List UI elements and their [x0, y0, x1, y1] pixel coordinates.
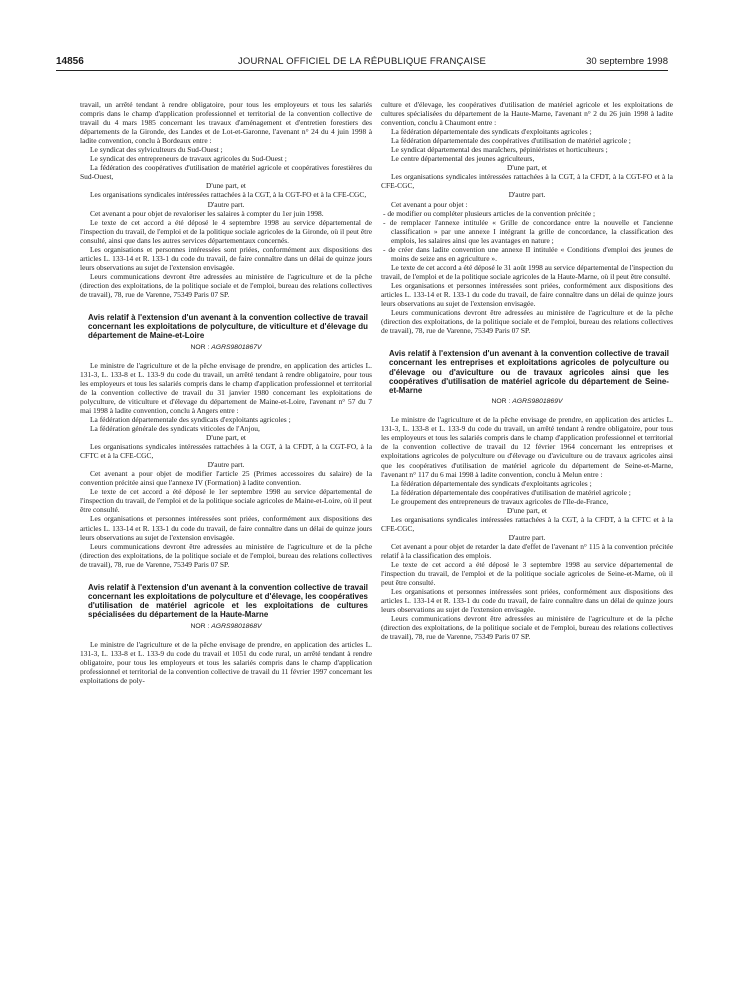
- notice-title: Avis relatif à l'extension d'un avenant à la convention collective de travail concernant les exploitations de polyculture, de viticulture et d'élevage du département de Maine-et-Loire: [88, 313, 368, 341]
- paragraph: Le ministre de l'agriculture et de la pêche envisage de prendre, en application des articles L. 131-3, L. 133-8 et L. 133-9 du code du travail et 1051 du code rural, un arrêté tendant à rendre obligatoire, pour tous les employeurs et tous les salariés compris dans le champ d'application professionnel et territorial de la convention collective de travail du 11 février 1997 concernant les exploitations de poly-: [80, 639, 372, 685]
- paragraph: La fédération départementale des syndicats d'exploitants agricoles ;: [90, 414, 291, 424]
- paragraph: La fédération générale des syndicats viticoles de l'Anjou,: [90, 424, 260, 434]
- paragraph: Le centre départemental des jeunes agriculteurs,: [391, 154, 535, 164]
- paragraph: La fédération départementale des coopératives d'utilisation de matériel agricole ;: [391, 487, 631, 497]
- paragraph: Les organisations et personnes intéressées sont priées, conformément aux dispositions des articles L. 133-14 et R. 133-1 du code du travail, de faire connaître dans un délai de quinze jours leurs observations au sujet de l'extension envisagée.: [80, 514, 372, 542]
- paragraph: La fédération départementale des syndicats d'exploitants agricoles ;: [391, 478, 592, 488]
- paragraph: travail, un arrêté tendant à rendre obligatoire, pour tous les employeurs et tous les salariés compris dans le champ d'application professionnel et territorial de la convention collective de travail du 4 mars 1985 concernant les travaux d'aménagement et d'entretien forestiers des départements de la Gironde, des Landes et de Lot-et-Garonne, l'avenant n° 24 du 4 juin 1998 à ladite convention, conclu à Bordeaux entre :: [80, 100, 372, 146]
- paragraph: D'autre part.: [508, 532, 546, 542]
- paragraph: Le texte de cet accord a été déposé le 3 septembre 1998 au service départemental de l'inspection du travail, de l'emploi et de la politique sociale agricoles de Seine-et-Marne, où il peut être consulté.: [381, 560, 673, 588]
- paragraph: Le texte de cet accord a été déposé le 4 septembre 1998 au service départemental de l'inspection du travail, de l'emploi et de la politique sociale agricoles de la Gironde, où il peut être consulté, ainsi que dans les autres services départementaux concernés.: [80, 217, 372, 245]
- paragraph: Le ministre de l'agriculture et de la pêche envisage de prendre, en application des articles L. 131-3, L. 133-8 et L. 133-9 du code du travail, un arrêté tendant à rendre obligatoire, pour tous les employeurs et tous les salariés compris dans le champ d'application professionnel et territorial de la convention collective de travail du 31 janvier 1980 concernant les exploitations de polyculture, de viticulture et d'élevage du département de Maine-et-Loire, l'avenant n° 57 du 7 mai 1998 à ladite convention, conclu à Angers entre :: [80, 360, 372, 415]
- paragraph: Les organisations syndicales intéressées rattachées à la CGT, à la CGT-FO et à la CFE-CGC,: [90, 190, 367, 200]
- paragraph: Les organisations et personnes intéressées sont priées, conformément aux dispositions des articles L. 133-14 et R. 133-1 du code du travail, de faire connaître dans un délai de quinze jours leurs observations au sujet de l'extension envisagée.: [80, 244, 372, 272]
- paragraph: Le texte de cet accord a été déposé le 1er septembre 1998 au service départemental de l'inspection du travail, de l'emploi et de la politique sociale agricoles de Maine-et-Loire, où il peut être consulté.: [80, 487, 372, 515]
- journal-title: JOURNAL OFFICIEL DE LA RÉPUBLIQUE FRANÇAISE: [237, 56, 487, 67]
- paragraph: Les organisations syndicales intéressées rattachées à la CGT, à la CFDT, à la CFTC et à la CFE-CGC,: [381, 514, 673, 533]
- page-number: 14856: [56, 56, 84, 67]
- paragraph: Leurs communications devront être adressées au ministère de l'agriculture et de la pêche (direction des exploitations, de la politique sociale et de l'emploi, bureau des relations collectives de travail), 78, rue de Varenne, 75349 Paris 07 SP.: [381, 614, 673, 642]
- paragraph: Cet avenant a pour objet de retarder la date d'effet de l'avenant n° 115 à la convention précitée relatif à la classification des emplois.: [381, 541, 673, 560]
- paragraph: - de créer dans ladite convention une annexe II intitulée « Conditions d'emploi des jeunes de moins de seize ans en agriculture ».: [383, 244, 673, 263]
- nor-label: NOR :: [491, 398, 513, 406]
- paragraph: Le syndicat départemental des maraîchers, pépiniéristes et horticulteurs ;: [391, 145, 608, 155]
- page-header: [56, 54, 668, 70]
- paragraph: Cet avenant a pour objet :: [391, 199, 468, 209]
- nor-reference: [80, 343, 372, 352]
- paragraph: Le groupement des entrepreneurs de travaux agricoles de l'Ile-de-France,: [391, 496, 609, 506]
- paragraph: Les organisations et personnes intéressées sont priées, conformément aux dispositions des articles L. 133-14 et R. 133-1 du code du travail, de faire connaître dans un délai de quinze jours leurs observations au sujet de l'extension envisagée.: [381, 587, 673, 615]
- paragraph: Cet avenant a pour objet de revaloriser les salaires à compter du 1er juin 1998.: [90, 208, 324, 218]
- paragraph: D'autre part.: [207, 199, 245, 209]
- paragraph: Le syndicat des sylviculteurs du Sud-Ouest ;: [90, 145, 223, 155]
- paragraph: D'autre part.: [207, 460, 245, 470]
- paragraph: Leurs communications devront être adressées au ministère de l'agriculture et de la pêche (direction des exploitations, de la politique sociale et de l'emploi, bureau des relations collectives de travail), 78, rue de Varenne, 75349 Paris 07 SP.: [80, 541, 372, 569]
- paragraph: D'une part, et: [507, 163, 547, 173]
- paragraph: Cet avenant a pour objet de modifier l'article 25 (Primes accessoires du salaire) de la convention précitée ainsi que l'annexe IV (Formation) à ladite convention.: [80, 469, 372, 488]
- paragraph: D'une part, et: [507, 505, 547, 515]
- paragraph: D'autre part.: [508, 190, 546, 200]
- paragraph: La fédération départementale des syndicats d'exploitants agricoles ;: [391, 127, 592, 137]
- paragraph: Le syndicat des entrepreneurs de travaux agricoles du Sud-Ouest ;: [90, 154, 287, 164]
- paragraph: Les organisations et personnes intéressées sont priées, conformément aux dispositions des articles L. 133-14 et R. 133-1 du code du travail, de faire connaître dans un délai de quinze jours leurs observations au sujet de l'extension envisagée.: [381, 280, 673, 309]
- paragraph: Le texte de cet accord a été déposé le 31 août 1998 au service départemental de l'inspection du travail, de l'emploi et de la politique sociale agricoles de la Haute-Marne, où il peut être consulté.: [381, 262, 673, 281]
- paragraph: Leurs communications devront être adressées au ministère de l'agriculture et de la pêche (direction des exploitations, de la politique sociale et de l'emploi, bureau des relations collectives de travail), 78, rue de Varenne, 75349 Paris 07 SP.: [80, 271, 372, 299]
- paragraph: La fédération départementale des coopératives d'utilisation de matériel agricole ;: [391, 136, 631, 146]
- left-column: [80, 100, 372, 685]
- right-column: [381, 100, 673, 641]
- paragraph: - de remplacer l'annexe intitulée « Grille de concordance entre la nouvelle et l'ancienne classification » par une annexe I intégrant la grille de concordance, la classification des emplois, les salaires ainsi que les avantages en nature ;: [383, 217, 673, 245]
- paragraph: La fédération des coopératives d'utilisation de matériel agricole et coopératives forestières du Sud-Ouest,: [80, 163, 372, 182]
- nor-reference: [80, 622, 372, 631]
- header-rule: [56, 70, 668, 71]
- nor-code: AGRS9801869V: [512, 398, 563, 406]
- paragraph: culture et d'élevage, les coopératives d'utilisation de matériel agricole et les exploitations de cultures spécialisées du département de la Haute-Marne, l'avenant n° 2 du 26 juin 1998 à ladite convention, conclu à Chaumont entre :: [381, 100, 673, 128]
- paragraph: Les organisations syndicales intéressées rattachées à la CGT, à la CFDT, à la CGT-FO, à la CFTC et à la CFE-CGC,: [80, 442, 372, 461]
- paragraph: - de modifier ou compléter plusieurs articles de la convention précitée ;: [383, 208, 596, 218]
- paragraph: Les organisations syndicales intéressées rattachées à la CGT, à la CFDT, à la CGT-FO et à la CFE-CGC,: [381, 172, 673, 191]
- paragraph: Le ministre de l'agriculture et de la pêche envisage de prendre, en application des articles L. 131-3, L. 133-8 et L. 133-9 du code du travail, un arrêté tendant à rendre obligatoire, pour tous les employeurs et tous les salariés compris dans le champ d'application professionnel et territorial de la convention collective de travail du 12 février 1964 concernant les entreprises et exploitations agricoles de polyculture ou d'élevage ou d'aviculture ou de travaux agricoles ainsi que les coopératives d'utilisation de matériel agricole du département de Seine-et-Marne, l'avenant n° 117 du 6 mai 1998 à ladite convention, conclu à Melun entre :: [381, 415, 673, 479]
- nor-label: NOR :: [190, 622, 212, 630]
- nor-label: NOR :: [190, 343, 212, 351]
- nor-code: AGRS9801867V: [211, 343, 262, 351]
- notice-title: Avis relatif à l'extension d'un avenant à la convention collective de travail concernant les entreprises et exploitations agricoles de polyculture ou d'élevage ou d'aviculture ou de travaux agricoles ainsi que les coopératives d'utilisation de matériel agricole du département de Seine-et-Marne: [389, 349, 669, 396]
- nor-reference: [381, 397, 673, 406]
- paragraph: D'une part, et: [206, 433, 246, 443]
- nor-code: AGRS9801868V: [211, 622, 262, 630]
- issue-date: 30 septembre 1998: [586, 56, 668, 67]
- paragraph: Leurs communications devront être adressées au ministère de l'agriculture et de la pêche (direction des exploitations, de la politique sociale et de l'emploi, bureau des relations collectives de travail), 78, rue de Varenne, 75349 Paris 07 SP.: [381, 308, 673, 336]
- paragraph: D'une part, et: [206, 181, 246, 191]
- notice-title: Avis relatif à l'extension d'un avenant à la convention collective de travail concernant les exploitations de polyculture et d'élevage, les coopératives d'utilisation de matériel agricole et les exploitations de cultures spécialisées du département de la Haute-Marne: [88, 582, 368, 620]
